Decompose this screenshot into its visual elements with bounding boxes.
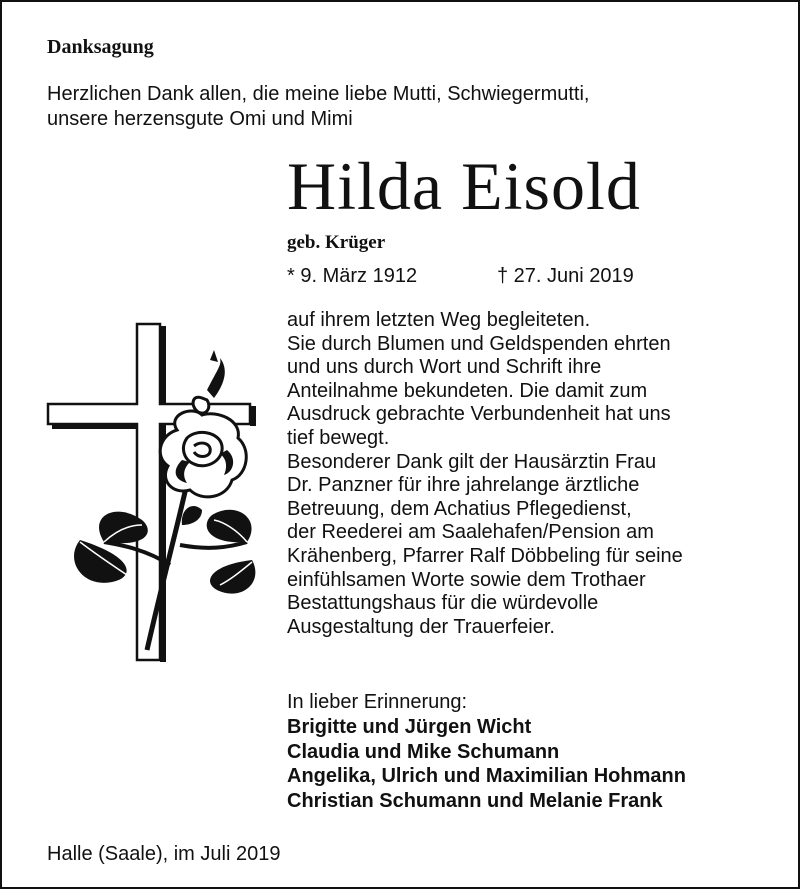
birth-date: * 9. März 1912 (287, 265, 418, 287)
body-line: und uns durch Wort und Schrift ihre (287, 356, 602, 379)
body-line: auf ihrem letzten Weg begleiteten. (287, 309, 591, 331)
signer: Christian Schumann und Melanie Frank (287, 789, 663, 812)
place-date: Halle (Saale), im Juli 2019 (47, 843, 281, 865)
body-text (287, 309, 767, 639)
body-line: Betreuung, dem Achatius Pflegedienst, (287, 497, 632, 520)
body-line: Krähenberg, Pfarrer Ralf Döbbeling für seine (287, 544, 683, 567)
body-line: der Reederei am Saalehafen/Pension am (287, 521, 654, 544)
maiden-name: geb. Krüger (287, 232, 386, 253)
signer: Angelika, Ulrich und Maximilian Hohmann (287, 765, 686, 787)
body-line: Dr. Panzner für ihre jahrelange ärztliche (287, 474, 640, 497)
body-line: Sie durch Blumen und Geldspenden ehrten (287, 332, 671, 355)
intro-line: unsere herzensgute Omi und Mimi (47, 108, 353, 130)
body-line: Ausdruck gebrachte Verbundenheit hat uns (287, 403, 671, 426)
signer: Claudia und Mike Schumann (287, 740, 560, 763)
body-line: Besonderer Dank gilt der Hausärztin Frau (287, 450, 657, 473)
body-line: einfühlsamen Worte sowie dem Trothaer (287, 568, 646, 591)
body-line: Anteilnahme bekundeten. Die damit zum (287, 379, 648, 402)
deceased-name: Hilda Eisold (287, 148, 641, 224)
signers-list (287, 715, 686, 813)
notice-heading: Danksagung (47, 36, 154, 58)
cross-with-rose-icon (42, 320, 257, 665)
intro-line: Herzlichen Dank allen, die meine liebe Mutti, Schwiegermutti, (47, 83, 590, 105)
closing-line: In lieber Erinnerung: (287, 691, 468, 713)
body-line: Bestattungshaus für die würdevolle (287, 592, 599, 615)
signer: Brigitte und Jürgen Wicht (287, 716, 532, 738)
intro-text (47, 82, 767, 132)
body-line: Ausgestaltung der Trauerfeier. (287, 615, 555, 638)
body-line: tief bewegt. (287, 426, 390, 449)
death-date: † 27. Juni 2019 (497, 265, 634, 287)
